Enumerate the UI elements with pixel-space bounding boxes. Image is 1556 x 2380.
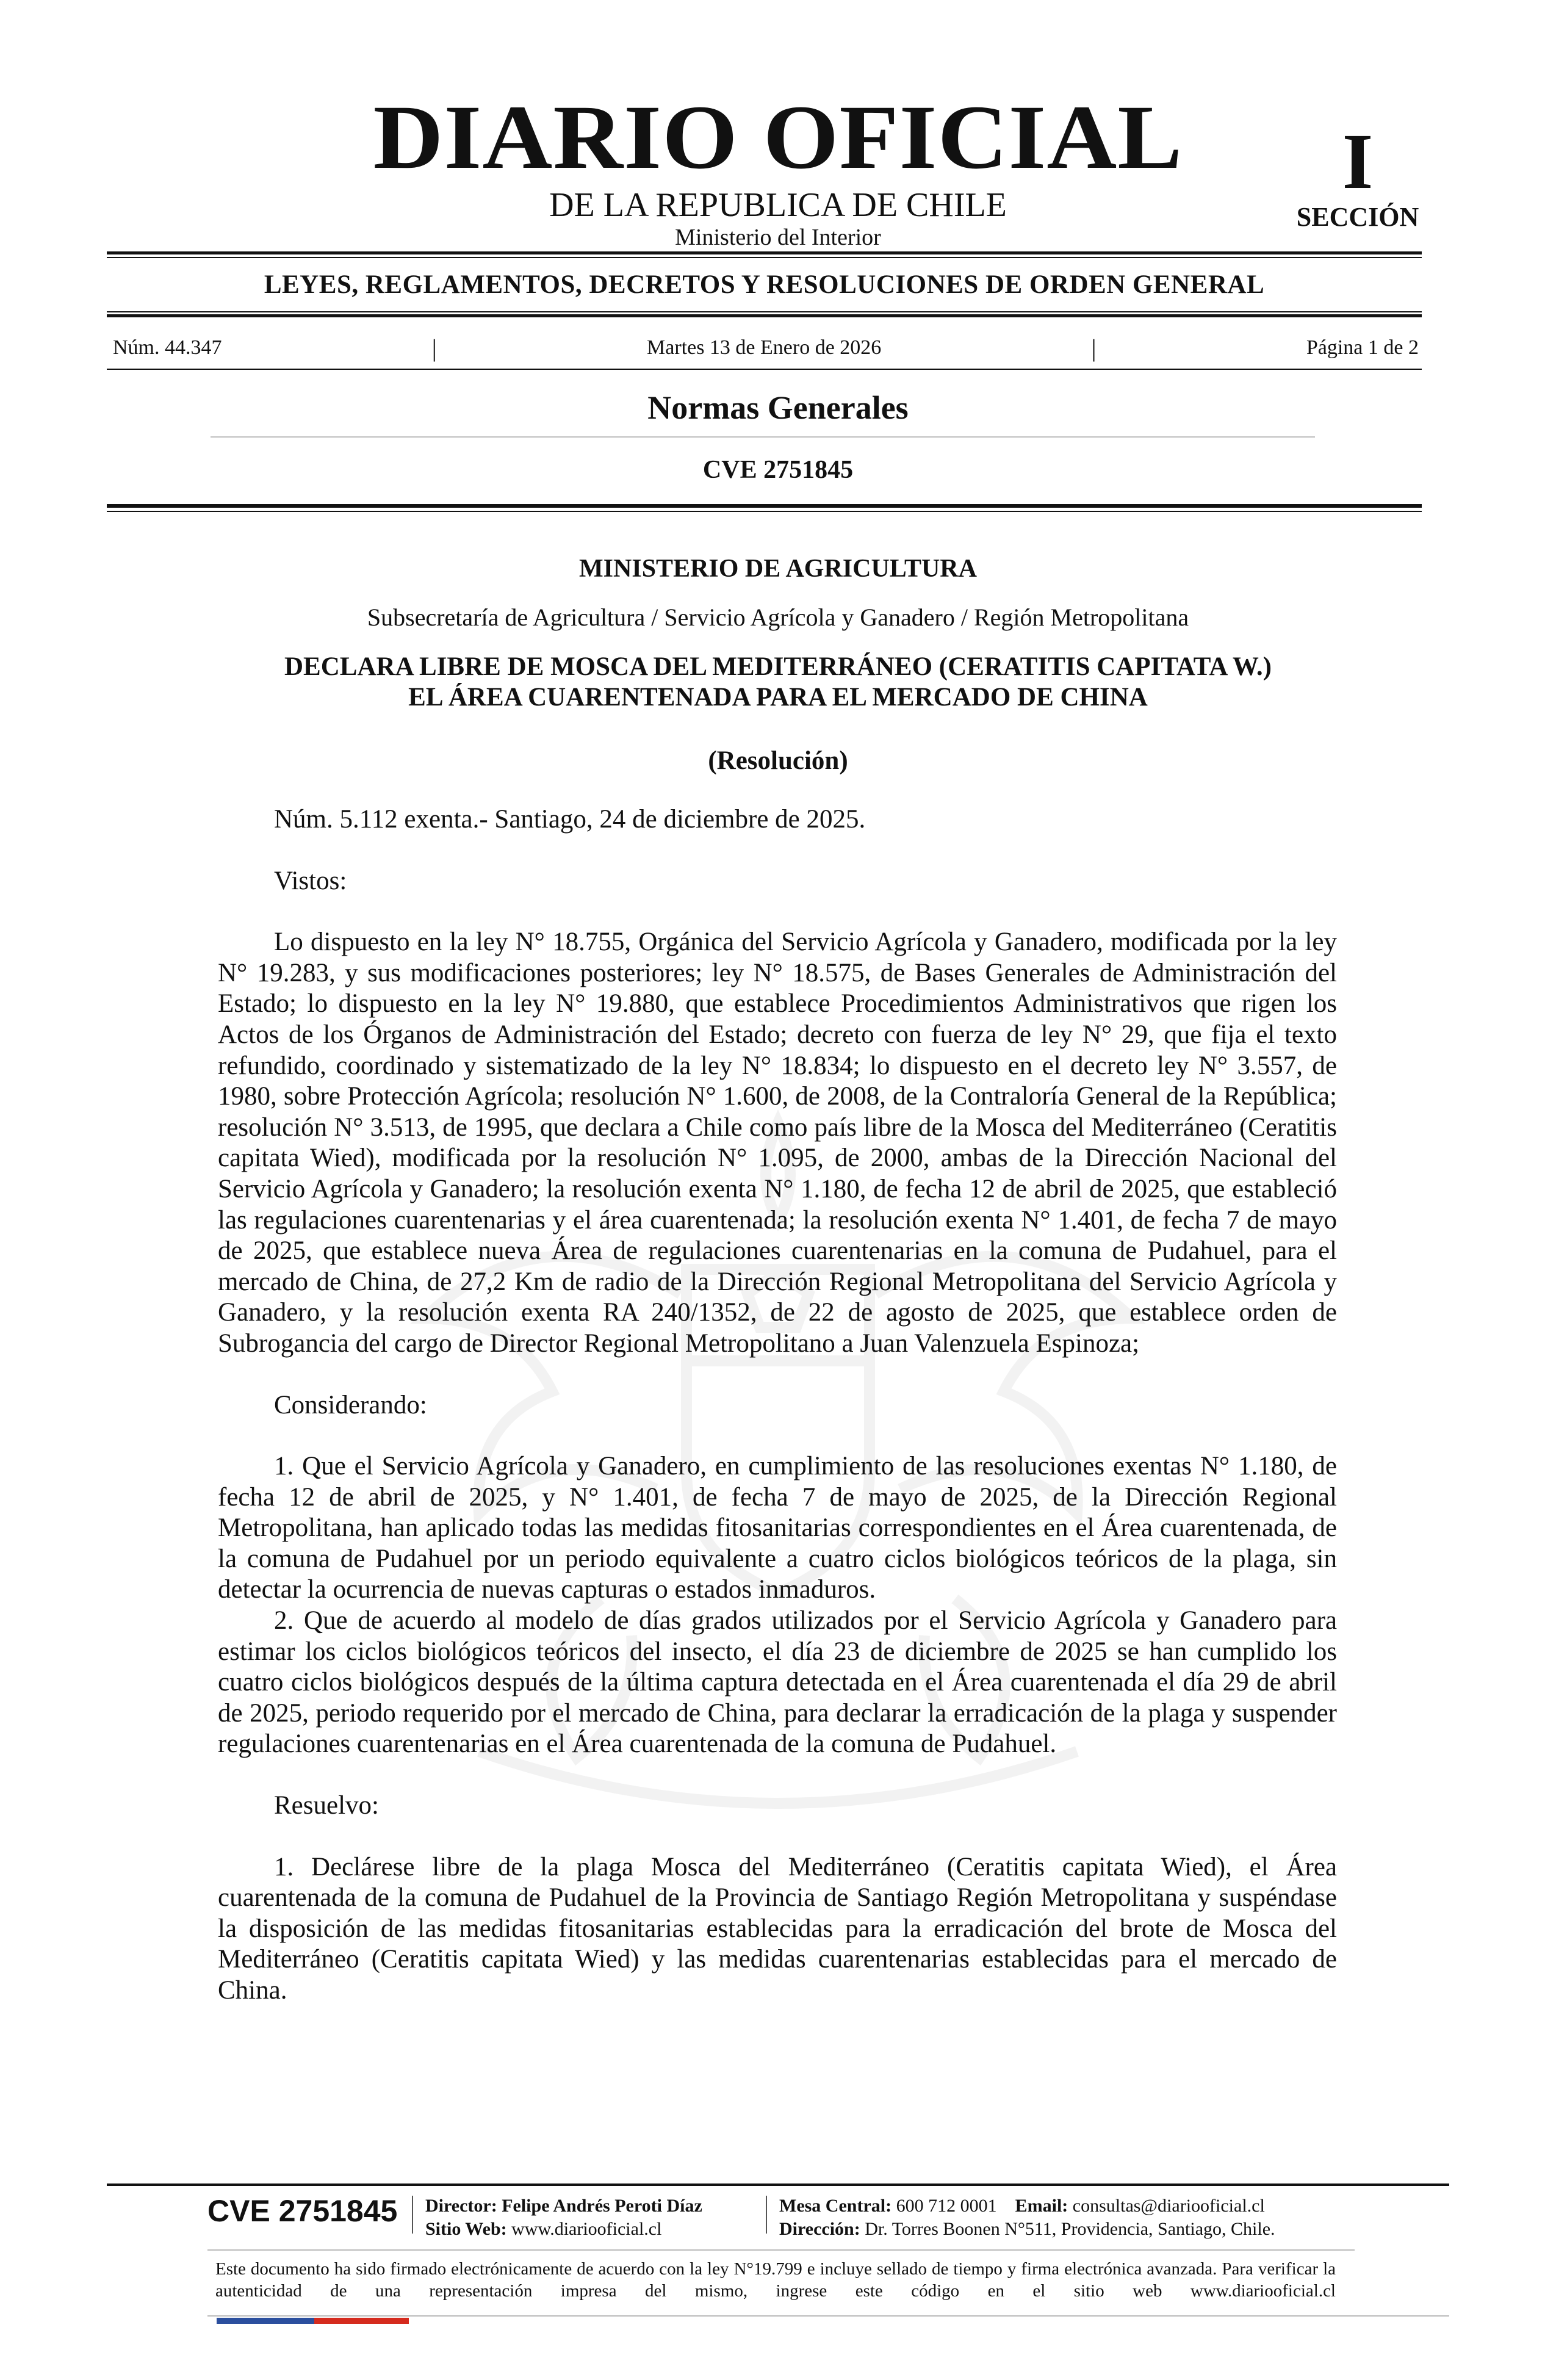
footer-email[interactable]: consultas@diariooficial.cl	[1072, 2196, 1265, 2216]
newspaper-ministry: Ministerio del Interior	[675, 225, 881, 250]
flag-stripe-red	[314, 2318, 409, 2324]
section-mark	[1294, 118, 1422, 232]
footer-separator	[766, 2196, 767, 2234]
resolution-number-date: Núm. 5.112 exenta.- Santiago, 24 de diciembre de 2025.	[274, 805, 866, 834]
document-ministry: MINISTERIO DE AGRICULTURA	[579, 555, 977, 583]
publication-category: LEYES, REGLAMENTOS, DECRETOS Y RESOLUCIONES DE ORDEN GENERAL	[264, 270, 1265, 299]
norms-heading: Normas Generales	[647, 389, 909, 426]
footer-divider	[207, 2249, 1355, 2251]
category-rule-thick	[107, 314, 1422, 317]
issue-rule	[107, 369, 1422, 370]
footer-cve-code: CVE 2751845	[207, 2194, 398, 2228]
resuelvo-label: Resuelvo:	[274, 1791, 379, 1820]
document-subsecretaria: Subsecretaría de Agricultura / Servicio Agrícola y Ganadero / Región Metropolitana	[367, 604, 1189, 631]
resolution-type: (Resolución)	[708, 746, 848, 775]
newspaper-title: DIARIO OFICIAL	[373, 87, 1183, 188]
footer-signature-note: Este documento ha sido firmado electrónicamente de acuerdo con la ley N°19.799 e incluye sellado de tiempo y firma electrónica avanzada. Para verificar la autenticidad de una representación impresa del mismo, ingrese este código en el sitio web www.diariooficial.cl	[215, 2259, 1336, 2301]
footer-contact-block	[779, 2194, 1275, 2241]
considerando-paragraph: 1. Que el Servicio Agrícola y Ganadero, en cumplimiento de las resoluciones exentas N° 1.180, de fecha 12 de abril de 2025, y N° 1.401, de fecha 7 de mayo de 2025, de la Dirección Regional Metropolitana, han aplicado todas las medidas fitosanitarias correspondientes en el Área cuarentenada, de la comuna de Pudahuel por un periodo equivalente a cuatro ciclos biológicos teóricos de la plaga, sin detectar la ocurrencia de nuevas capturas o estados inmaduros.	[218, 1452, 1337, 1604]
norms-rule-thin	[107, 511, 1422, 512]
vistos-paragraph: Lo dispuesto en la ley N° 18.755, Orgánica del Servicio Agrícola y Ganadero, modificada por la ley N° 19.283, y sus modificaciones posteriores; ley N° 18.575, de Bases Generales de Administración del Estado; lo dispuesto en la ley N° 19.880, que establece Procedimientos Administrativos que rigen los Actos de los Órganos de Administración del Estado; decreto con fuerza de ley N° 29, que fija el texto refundido, coordinado y sistematizado de la ley N° 18.834; lo dispuesto en el decreto ley N° 3.557, de 1980, sobre Protección Agrícola; resolución N° 1.600, de 2008, de la Contraloría General de la República; resolución N° 3.513, de 1995, que declara a Chile como país libre de la Mosca del Mediterráneo (Ceratitis capitata Wied), modificada por la resolución N° 1.095, de 2000, ambas de la Dirección Nacional del Servicio Agrícola y Ganadero; la resolución exenta N° 1.180, de fecha 12 de abril de 2025, que estableció las regulaciones cuarentenarias y el área cuarentenada; la resolución exenta N° 1.401, de fecha 7 de mayo de 2025, que establece nueva Área de regulaciones cuarentenarias en la comuna de Pudahuel, para el mercado de China, de 27,2 Km de radio de la Dirección Regional Metropolitana del Servicio Agrícola y Ganadero, y la resolución exenta RA 240/1352, de 22 de agosto de 2025, que establece orden de Subrogancia del cargo de Director Regional Metropolitano a Juan Valenzuela Espinoza;	[218, 928, 1337, 1358]
footer-address: Dirección: Dr. Torres Boonen N°511, Providencia, Santiago, Chile.	[779, 2219, 1275, 2239]
document-title	[0, 652, 1556, 713]
footer-director: Director: Felipe Andrés Peroti Díaz	[425, 2196, 702, 2216]
footer-director-block	[425, 2194, 702, 2241]
document-title-line: EL ÁREA CUARENTENADA PARA EL MERCADO DE CHINA	[408, 683, 1148, 712]
resuelvo-paragraph: 1. Declárese libre de la plaga Mosca del Mediterráneo (Ceratitis capitata Wied), el Área cuarentenada de la comuna de Pudahuel de la Provincia de Santiago Región Metropolitana y suspéndase la disposición de las medidas fitosanitarias establecidas para la erradicación del brote de Mosca del Mediterráneo (Ceratitis capitata Wied) y las medidas cuarentenarias establecidas para el mercado de China.	[218, 1852, 1337, 2005]
footer-website[interactable]: Sitio Web: www.diariooficial.cl	[425, 2219, 662, 2239]
considerando-label: Considerando:	[274, 1390, 427, 1419]
footer-separator	[412, 2196, 413, 2234]
issue-info-row	[113, 334, 1419, 361]
footer-bottom-rule	[207, 2315, 1449, 2317]
header-rule-thin	[107, 257, 1422, 258]
newspaper-subtitle: DE LA REPUBLICA DE CHILE	[549, 186, 1007, 224]
issue-number: Núm. 44.347	[113, 336, 222, 359]
flag-stripe-blue	[217, 2318, 314, 2324]
issue-separator: |	[1091, 334, 1097, 362]
section-label: SECCIÓN	[1296, 202, 1419, 232]
header-rule-thick	[107, 251, 1422, 254]
issue-date: Martes 13 de Enero de 2026	[647, 336, 882, 359]
document-body	[218, 804, 1337, 2007]
considerando-paragraph: 2. Que de acuerdo al modelo de días grados utilizados por el Servicio Agrícola y Ganadero para estimar los ciclos biológicos teóricos del insecto, el día 23 de diciembre de 2025 se han cumplido los cuatro ciclos biológicos después de la última captura detectada en el Área cuarentenada el día 29 de abril de 2025, periodo requerido por el mercado de China, para declarar la erradicación de la plaga y suspender regulaciones cuarentenarias en el Área cuarentenada de la comuna de Pudahuel.	[218, 1606, 1337, 1759]
document-title-line: DECLARA LIBRE DE MOSCA DEL MEDITERRÁNEO (CERATITIS CAPITATA W.)	[284, 652, 1272, 681]
category-rule-thin	[107, 311, 1422, 312]
norms-divider	[211, 436, 1315, 438]
vistos-label: Vistos:	[274, 866, 347, 895]
footer-rule	[107, 2183, 1449, 2186]
section-number: I	[1342, 118, 1374, 206]
norms-rule-thick	[107, 504, 1422, 508]
issue-separator: |	[431, 334, 437, 362]
page-indicator: Página 1 de 2	[1306, 336, 1419, 359]
cve-code: CVE 2751845	[702, 456, 854, 484]
footer-phone-email: Mesa Central: 600 712 0001 Email: consultas@diariooficial.cl	[779, 2196, 1265, 2216]
